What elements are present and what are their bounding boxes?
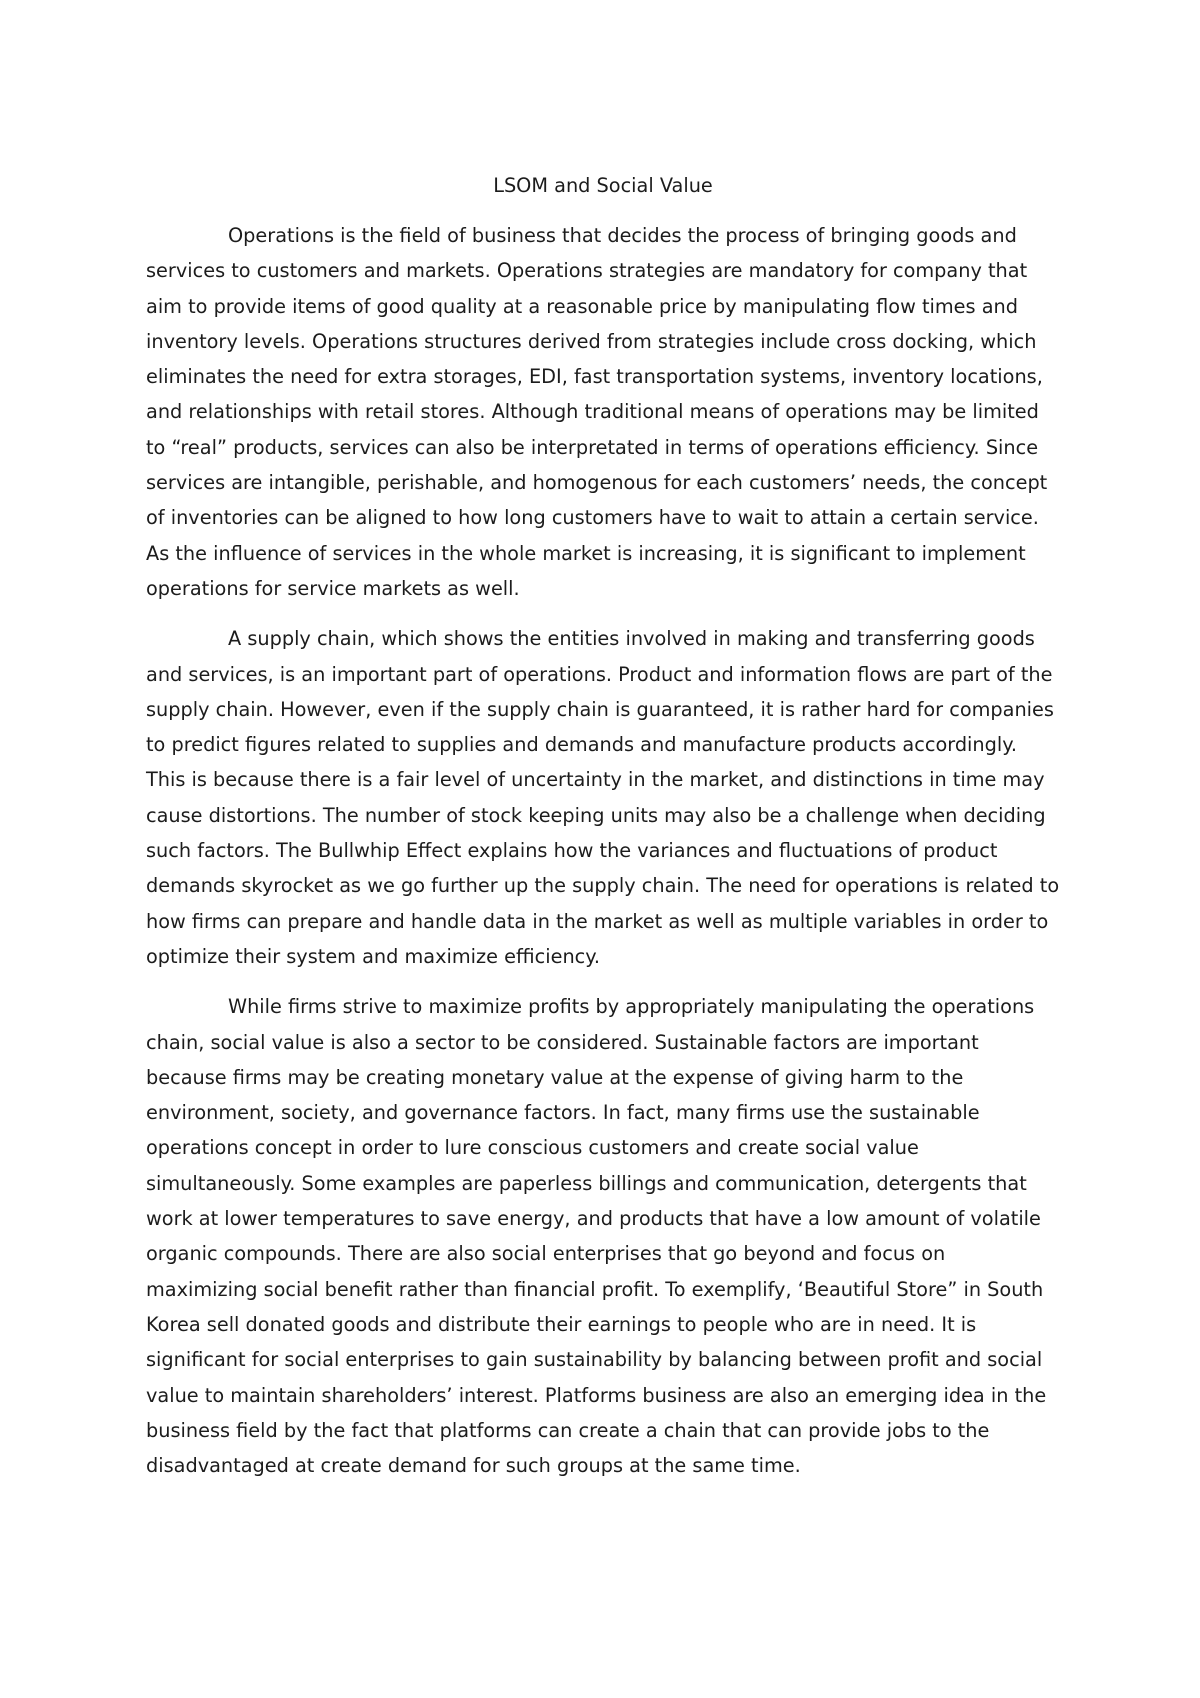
document-body [146,168,1060,1498]
paragraph-social-value: While firms strive to maximize profits by appropriately manipulating the operations chain, social value is also a sector to be considered. Sustainable factors are important because firms may be creating monetary value at the expense of giving harm to the environment, society, and governance factors. In fact, many firms use the sustainable operations concept in order to lure conscious customers and create social value simultaneously. Some examples are paperless billings and communication, detergents that work at lower temperatures to save energy, and products that have a low amount of volatile organic compounds. There are also social enterprises that go beyond and focus on maximizing social benefit rather than financial profit. To exemplify, ‘Beautiful Store” in South Korea sell donated goods and distribute their earnings to people who are in need. It is significant for social enterprises to gain sustainability by balancing between profit and social value to maintain shareholders’ interest. Platforms business are also an emerging idea in the business field by the fact that platforms can create a chain that can provide jobs to the disadvantaged at create demand for such groups at the same time. [146,995,1047,1478]
document-title: LSOM and Social Value [493,174,713,197]
paragraph-supply-chain: A supply chain, which shows the entities involved in making and transferring goods and services, is an important part of operations. Product and information flows are part of the supply chain. However, even if the supply chain is guaranteed, it is rather hard for companies to predict figures related to supplies and demands and manufacture products accordingly. This is because there is a fair level of uncertainty in the market, and distinctions in time may cause distortions. The number of stock keeping units may also be a challenge when deciding such factors. The Bullwhip Effect explains how the variances and fluctuations of product demands skyrocket as we go further up the supply chain. The need for operations is related to how firms can prepare and handle data in the market as well as multiple variables in order to optimize their system and maximize efficiency. [146,627,1060,968]
paragraph-operations: Operations is the field of business that decides the process of bringing goods and services to customers and markets. Operations strategies are mandatory for company that aim to provide items of good quality at a reasonable price by manipulating flow times and inventory levels. Operations structures derived from strategies include cross docking, which eliminates the need for extra storages, EDI, fast transportation systems, inventory locations, and relationships with retail stores. Although traditional means of operations may be limited to “real” products, services can also be interpretated in terms of operations efficiency. Since services are intangible, perishable, and homogenous for each customers’ needs, the concept of inventories can be aligned to how long customers have to wait to attain a certain service. As the influence of services in the whole market is increasing, it is significant to implement operations for service markets as well. [146,224,1048,600]
